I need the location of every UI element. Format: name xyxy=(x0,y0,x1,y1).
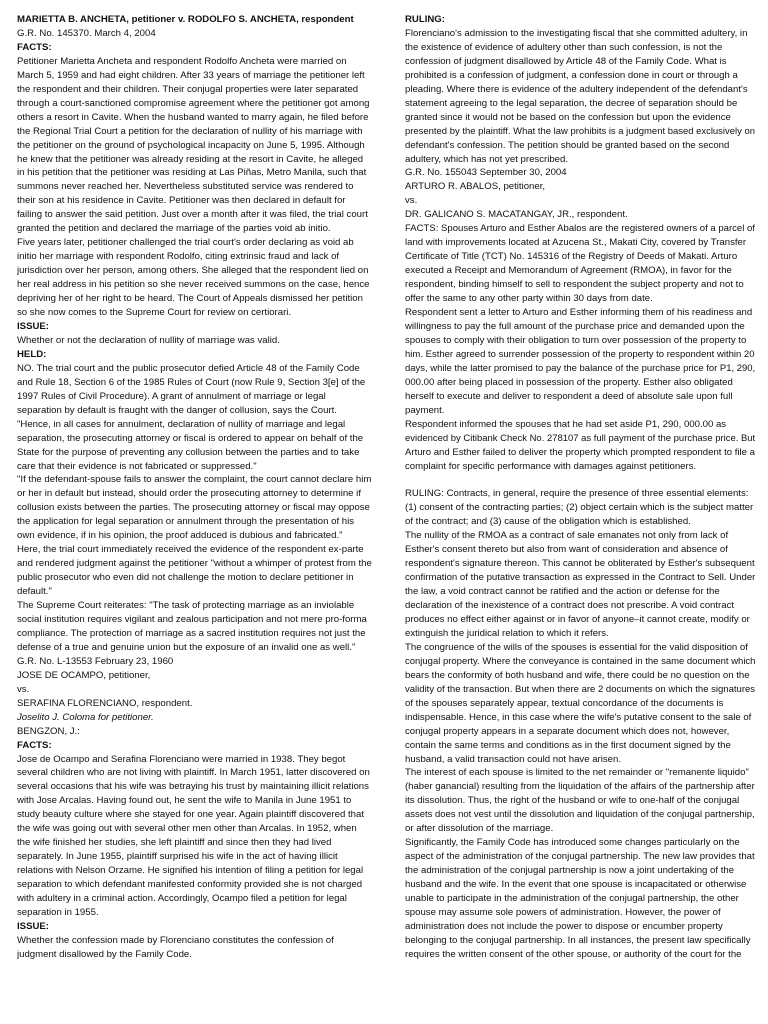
text-line: through a court-sanctioned compromise agreement where the petitioner got among xyxy=(17,97,370,109)
text-line: executed a Receipt and Memorandum of Agreement (RMOA), in favor for the xyxy=(405,265,732,277)
text-line: Five years later, petitioner challenged the trial court's order declaring as void ab xyxy=(17,237,354,249)
text-line: G.R. No. 155043 September 30, 2004 xyxy=(405,167,567,179)
text-line: Joselito J. Coloma for petitioner. xyxy=(17,711,154,723)
text-line: NO. The trial court and the public prosecutor defied Article 48 of the Family Code xyxy=(17,362,360,374)
text-line: Petitioner Marietta Ancheta and respondent Rodolfo Ancheta were married on xyxy=(17,55,347,67)
text-line: its dissolution. Thus, the right of the husband or wife to one-half of the conjugal xyxy=(405,795,740,807)
text-line: husband and the wife. In the event that one spouse is incapacitated or otherwise xyxy=(405,879,747,891)
text-line: initio her marriage with respondent Rodolfo, citing extrinsic fraud and lack of xyxy=(17,251,340,263)
text-line: presented by the plaintiff. What the law prohibits is a judgment based exclusively on xyxy=(405,125,755,137)
text-line: BENGZON, J.: xyxy=(17,725,80,737)
text-line: compliance. The protection of marriage as a sacred institution requires not just the xyxy=(17,627,366,639)
text-line: relations with Nelson Orzame. He signified his intention of filing a petition for legal xyxy=(17,865,364,877)
text-line: "Hence, in all cases for annulment, declaration of nullity of marriage and legal xyxy=(17,418,346,430)
text-line: and rendered judgment against the petitioner "without a whimper of protest from the xyxy=(17,558,372,570)
text-line: administration does not include the power to dispose or encumber property xyxy=(405,920,723,932)
text-line: confession of judgment disallowed by Article 48 of the Family Code. What is xyxy=(405,55,727,67)
text-line: State for the purpose of preventing any collusion between the parties and to take xyxy=(17,446,360,458)
text-line: 000.00 after being placed in possession of the property. Esther also obligated xyxy=(405,376,733,388)
text-line: he knew that the petitioner was already residing at the resort in Cavite, he alleged xyxy=(17,153,364,165)
text-line: her real address in his petition so she never received summons on the case, hence xyxy=(17,279,370,291)
text-line: the respondent and their children. Their conjugal properties were later separated xyxy=(17,83,359,95)
text-line: the petitioner on the ground of psychological incapacity on June 5, 1995. Although xyxy=(17,139,365,151)
text-line: separately. In June 1955, plaintiff surprised his wife in the act of having illicit xyxy=(17,851,338,863)
text-line: complaint for specific performance with damages against petitioners. xyxy=(405,460,697,472)
text-line: "If the defendant-spouse fails to answer the complaint, the court cannot declare him xyxy=(17,474,372,486)
text-line: their son at his residence in Cavite. Petitioner was then declared in default for xyxy=(17,195,346,207)
text-line: judgment disallowed by the Family Code. xyxy=(17,948,192,960)
text-line: willingness to pay the full amount of the purchase price and demanded upon the xyxy=(405,320,745,332)
text-line: declaration of the inexistence of a contract does not prescribe. A void contract xyxy=(405,600,735,612)
text-line: him. Esther agreed to surrender possession of the property to respondent within 20 xyxy=(405,348,755,360)
text-line: aspect of the administration of the conjugal partnership. The new law provides that xyxy=(405,851,755,863)
text-line: vs. xyxy=(405,195,418,207)
text-line: the wife was going out with several other men other than Arcalas. In 1952, when xyxy=(17,823,357,835)
text-line: JOSE DE OCAMPO, petitioner, xyxy=(17,669,151,681)
text-line: offer the same to any other party within 30 days from date. xyxy=(405,293,653,305)
text-line: pleading. Where there is evidence of the adultery independent of the defendant's xyxy=(405,83,748,95)
text-line: in his petition that the petitioner was residing at Las Piñas, Metro Manila, such that xyxy=(17,167,367,179)
text-line: days, while the latter promised to pay the balance of the purchase price for P1, 290, xyxy=(405,362,756,374)
text-line: the law, a void contract cannot be ratified and the action or defense for the xyxy=(405,586,720,598)
text-line: the Regional Trial Court a petition for the declaration of nullity of his marriage with xyxy=(17,125,363,137)
text-line: several children who are not living with plaintiff. In March 1951, latter discovered on xyxy=(17,767,370,779)
section-heading: FACTS: xyxy=(17,739,52,751)
text-line: produces no effect either against or in favor of anyone–it cannot create, modify or xyxy=(405,613,750,625)
text-line: contain the same terms and conditions as in the first document signed by the xyxy=(405,739,731,751)
text-line: herself to execute and deliver to respondent a deed of absolute sale upon full xyxy=(405,390,733,402)
text-line: The Supreme Court reiterates: "The task of protecting marriage as an inviolable xyxy=(17,600,355,612)
text-line: study beauty culture where she stayed for one year. Again plaintiff discovered that xyxy=(17,809,365,821)
text-line: own evidence, if in his opinion, the proof adduced is dubious and fabricated." xyxy=(17,530,343,542)
text-line: Whether or not the declaration of nullity of marriage was valid. xyxy=(17,334,280,346)
text-line: 1997 Rules of Civil Procedure). A grant of annulment of marriage or legal xyxy=(17,390,326,402)
text-line: Jose de Ocampo and Serafina Florenciano were married in 1938. They begot xyxy=(17,753,346,765)
text-line: social institution requires vigilant and zealous participation and not mere pro-forma xyxy=(17,613,367,625)
text-line xyxy=(405,473,755,487)
text-line: conjugal property. Where the conveyance is contained in the same document which xyxy=(405,655,756,667)
section-heading: RULING: xyxy=(405,14,445,25)
text-line: with Jose Arcalas. Having found out, he sent the wife to Manila in June 1951 to xyxy=(17,795,352,807)
text-line: (haber ganancial) resulting from the liquidation of the affairs of the partnership after xyxy=(405,781,755,793)
text-line: granted since it would not be based on the confession but upon the evidence xyxy=(405,111,731,123)
text-line: spouses to comply with their obligation to turn over possession of the property to xyxy=(405,334,747,346)
text-line: the administration of the conjugal partnership is now a joint undertaking of the xyxy=(405,865,735,877)
text-line: Certificate of Title (TCT) No. 145316 of the Registry of Deeds of Makati. Arturo xyxy=(405,251,738,263)
text-line: requires the written consent of the other spouse, or authority of the court for the xyxy=(405,948,742,960)
text-line: Respondent sent a letter to Arturo and Esther informing them of his readiness and xyxy=(405,307,753,319)
text-line: SERAFINA FLORENCIANO, respondent. xyxy=(17,697,193,709)
text-line: several occasions that his wife was betraying his trust by maintaining illicit relations xyxy=(17,781,369,793)
text-line: so she now comes to the Supreme Court for review on certiorari. xyxy=(17,307,292,319)
text-line: payment. xyxy=(405,404,445,416)
text-line: husband, a valid transaction could not have arisen. xyxy=(405,753,621,765)
text-line: others a resort in Cavite. When the husband wanted to marry again, he filed before xyxy=(17,111,369,123)
text-line: separation to which defendant manifested conformity provided she is not charged xyxy=(17,879,363,891)
text-line: jurisdiction over her person, among others. She alleged that the respondent lied on xyxy=(17,265,369,277)
text-line: collusion exists between the parties. The prosecuting attorney or fiscal may oppose xyxy=(17,502,370,514)
text-line: of the spouses separately appear, textual concordance of the documents is xyxy=(405,697,724,709)
text-line: DR. GALICANO S. MACATANGAY, JR., respondent. xyxy=(405,209,628,221)
text-line: separation by default is fraught with the danger of collusion, says the Court. xyxy=(17,404,337,416)
text-line: RULING: Contracts, in general, require the presence of three essential elements: xyxy=(405,488,749,500)
section-heading: FACTS: xyxy=(17,41,52,53)
text-line: validity of the transaction. But when there are 2 documents on which the signatures xyxy=(405,683,756,695)
text-line: or after dissolution of the marriage. xyxy=(405,823,554,835)
text-line: bears the conformity of both husband and wife, there could be no question on the xyxy=(405,669,750,681)
text-line: indispensable. Hence, in this case where the wife's putative consent to the sale of xyxy=(405,711,752,723)
section-heading: HELD: xyxy=(17,348,47,360)
section-heading: ISSUE: xyxy=(17,920,49,932)
text-line: The interest of each spouse is limited to the net remainder or "remanente liquido" xyxy=(405,767,749,779)
text-line: MARIETTA B. ANCHETA, petitioner v. RODOLFO S. ANCHETA, respondent xyxy=(17,14,354,25)
text-line: public prosecutor who even did not challenge the motion to declare petitioner in xyxy=(17,572,354,584)
section-heading: ISSUE: xyxy=(17,320,49,332)
text-line: G.R. No. 145370. March 4, 2004 xyxy=(17,27,156,39)
text-line: G.R. No. L-13553 February 23, 1960 xyxy=(17,655,174,667)
text-line: vs. xyxy=(17,683,30,695)
text-line: prohibited is a confession of judgment, a confession done in court or through a xyxy=(405,69,738,81)
text-line: of the contract; and (3) cause of the obligation which is established. xyxy=(405,516,691,528)
text-line: care that their evidence is not fabricated or suppressed." xyxy=(17,460,257,472)
text-line: depriving her of her right to be heard. The Court of Appeals dismissed her petition xyxy=(17,293,363,305)
left-text-column xyxy=(17,13,373,962)
text-line: failing to answer the said petition. Just over a month after it was filed, the trial court xyxy=(17,209,368,221)
text-line: evidenced by Citibank Check No. 278107 as full payment of the purchase price. But xyxy=(405,432,756,444)
text-line: defendant's confession. The petition should be granted based on the second xyxy=(405,139,730,151)
text-line: Significantly, the Family Code has introduced some changes particularly on the xyxy=(405,837,740,849)
text-line: land with improvements located at Azucena St., Makati City, covered by Transfer xyxy=(405,237,747,249)
text-line: Whether the confession made by Florenciano constitutes the confession of xyxy=(17,934,334,946)
text-line: (1) consent of the contracting parties; (2) object certain which is the subject matter xyxy=(405,502,754,514)
text-line: FACTS: Spouses Arturo and Esther Abalos are the registered owners of a parcel of xyxy=(405,223,755,235)
text-line: summons never reached her. Nevertheless substituted service was rendered to xyxy=(17,181,354,193)
text-line: the application for legal separation or annulment through the presentation of his xyxy=(17,516,355,528)
text-line: the wife finished her studies, she left plaintiff and since then they had lived xyxy=(17,837,332,849)
text-line: and Rule 18, Section 6 of the 1985 Rules of Court (now Rule 9, Section 3[e] of the xyxy=(17,376,366,388)
text-line: granted the petition and declared the marriage of the parties void ab initio. xyxy=(17,223,331,235)
text-line: extinguish the juridical relation to which it refers. xyxy=(405,627,609,639)
text-line: belonging to the conjugal partnership. In all instances, the present law specifically xyxy=(405,934,751,946)
text-line: Here, the trial court immediately received the evidence of the respondent ex-parte xyxy=(17,544,364,556)
text-line: ARTURO R. ABALOS, petitioner, xyxy=(405,181,546,193)
text-line: The congruence of the wills of the spouses is essential for the valid disposition of xyxy=(405,641,748,653)
text-line: spouse may assume sole powers of administration. However, the power of xyxy=(405,906,721,918)
text-line: with adultery in a criminal action. Accordingly, Ocampo filed a petition for legal xyxy=(17,893,347,905)
text-line: default." xyxy=(17,586,52,598)
right-text-column xyxy=(405,13,755,962)
text-line: unable to participate in the administration of the conjugal partnership, the other xyxy=(405,893,739,905)
text-line: Respondent informed the spouses that he had set aside P1, 290, 000.00 as xyxy=(405,418,727,430)
text-line: assets does not vest until the dissolution and liquidation of the conjugal partnership, xyxy=(405,809,755,821)
text-line: The nullity of the RMOA as a contract of sale emanates not only from lack of xyxy=(405,530,729,542)
text-line: statement agreeing to the legal separation, the decree of separation should be xyxy=(405,97,738,109)
text-line: March 5, 1959 and had eight children. After 33 years of marriage the petitioner left xyxy=(17,69,365,81)
text-line: respondent, binding himself to sell to respondent the subject property and not to xyxy=(405,279,744,291)
text-line: defense of a true and genuine union but the exposure of an invalid one as well." xyxy=(17,641,356,653)
text-line: Esther's consent thereto but also from want of consideration and absence of xyxy=(405,544,728,556)
text-line: Arturo and Esther failed to deliver the property which prompted respondent to file a xyxy=(405,446,755,458)
text-line: Florenciano's admission to the investigating fiscal that she committed adultery, in xyxy=(405,27,748,39)
text-line: confirmation of the putative transaction as expressed in the Contract to Sell. Under xyxy=(405,572,755,584)
text-line: adultery, which has not yet prescribed. xyxy=(405,153,568,165)
text-line: conjugal property appears in a separate document which does not, however, xyxy=(405,725,730,737)
text-line: separation, the prosecuting attorney or fiscal is ordered to appear on behalf of the xyxy=(17,432,364,444)
text-line: separation in 1955. xyxy=(17,907,99,918)
text-line: or her in default but instead, should order the prosecuting attorney to determine if xyxy=(17,488,361,500)
text-line: respondent's signature thereon. This cannot be obliterated by Esther's subsequent xyxy=(405,558,755,570)
text-line: the existence of evidence of adultery other than such confession, is not the xyxy=(405,41,723,53)
